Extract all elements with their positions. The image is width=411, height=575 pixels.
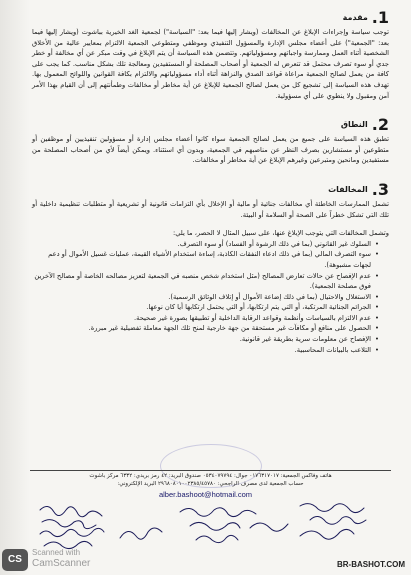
section-number: 2.: [371, 115, 389, 135]
list-item: • الحصول على منافع أو مكافآت غير مستحقة من جهة خارجية لمنح تلك الجهة معاملة تفضيلية غير مبررة.: [32, 323, 379, 334]
section-number: 3.: [371, 179, 389, 199]
signature: [196, 535, 238, 542]
signature: [120, 528, 162, 539]
section-2-heading: [32, 115, 389, 134]
signature: [40, 528, 104, 536]
list-item: • عدم الالتزام بالسياسات وأنظمة وقواعد الرقابة الداخلية أو تطبيقها بصورة غير صحيحة.: [32, 313, 379, 324]
signature: [300, 504, 364, 513]
signature: [180, 508, 256, 517]
section-3-heading: [32, 180, 389, 199]
list-item: • سوء التصرف المالي (بما في ذلك ادعاء النفقات الكاذبة، إساءة استخدام الأشياء القيمة، عمليات غسيل الأموال أو دعم لجهات مشبوهة).: [32, 249, 379, 270]
section-title: المخالفات: [328, 184, 368, 194]
section-1-heading: [32, 8, 389, 27]
list-item: • التلاعب بالبيانات المحاسبية.: [32, 345, 379, 356]
section-title: النطاق: [340, 120, 368, 130]
list-item: • الإفصاح عن معلومات سرية بطريقة غير قانونية.: [32, 334, 379, 345]
footer-contact: [30, 472, 391, 488]
site-watermark: BR-BASHOT.COM: [337, 560, 405, 569]
footer-line-contact: هاتف وفاكس الجمعية: ٠١٧٦٣١٧٠١٧ جوال: ٠٥٣٤٠٧٩٧٩٤ صندوق البريد: ٤٢ رمز بريدي: ٦٣٣٢ مركز باشوت: [89, 473, 332, 479]
list-item: • عدم الإفصاح عن حالات تعارض المصالح (مثل استخدام شخص منصبه في الجمعية لتعزيز مصالحه الخاصة أو مصالح الآخرين فوق مصلحة الجمعية).: [32, 271, 379, 292]
signature: [190, 522, 240, 530]
signature: [300, 529, 354, 539]
footer-divider: [30, 470, 391, 471]
footer-line-bank: حساب الجمعية لدى مصرف الراجحي: ٢٩٦٨٠٨٠١٠٠٢٣٨٥/٤٥٧٨٠ البريد الإلكتروني:: [117, 481, 304, 487]
scanner-line-1: Scanned with: [32, 548, 81, 557]
document-body: [32, 8, 389, 355]
list-item: • الاستغلال والاحتيال (بما في ذلك إضاعة الأموال أو إتلاف الوثائق الرسمية).: [32, 292, 379, 303]
section-number: 1.: [371, 8, 389, 27]
camscanner-label: [32, 547, 90, 569]
signature: [310, 516, 366, 524]
section-3-list-intro: وتشمل المخالفات التي يتوجب الإبلاغ عنها، على سبيل المثال لا الحصر، ما يلي:: [172, 229, 389, 238]
signature: [250, 523, 288, 531]
section-2-paragraph: تطبق هذه السياسة على جميع من يعمل لصالح الجمعية سواء كانوا أعضاء مجلس إدارة أو مسؤولين تنفيذيين أو موظفين أو متطوعين أو مستشارين بصرف النظر عن مناصبهم في الجمعية، وبدون أي استثناء. ويمكن أيضاً لأي من أصحاب المصلحة من مستفيدين ومانحين ومتبرعين وغيرهم الإبلاغ عن أية مخاطر أو مخالفات.: [32, 135, 389, 165]
scanner-line-2: CamScanner: [32, 558, 91, 569]
section-title: مقدمة: [342, 13, 368, 22]
violations-list: [32, 239, 389, 356]
scan-edge-shadow: [0, 0, 30, 575]
section-1-paragraph: توجب سياسة وإجراءات الإبلاغ عن المخالفات (ويشار إليها فيما بعد: "السياسة") لجمعية الغد الخيرية بباشوت (ويشار إليها فيما بعد: "الجمعية") على أعضاء مجلس الإدارة والمسؤول التنفيذي وموظفي ومتطوعي الجمعية الالتزام بمعايير عالية من الأخلاق الشخصية أثناء العمل وممارسة واجباتهم ومسؤولياتهم. وتتضمن هذه السياسة أن يتم الإبلاغ في وقت مبكر عن أي مخالفة أو خطر جدي أو سوء تصرف محتمل قد تتعرض له الجمعية أو أصحاب المصلحة أو المستفيدين ومعالجة تلك بشكل مناسب. كما يجب على كافة من يعمل لصالح الجمعية مراعاة قواعد الصدق والنزاهة أثناء أداء مسؤولياتهم والالتزام بكافة القوانين واللوائح المعمول بها. تهدف هذه السياسة إلى تشجيع كل من يعمل لصالح الجمعية للإبلاغ عن أية مخاطر أو مخالفات وطمأنتهم إلى أن القيام بهذا الأمر آمن ومقبول ولا ينطوي على أي مسؤولية.: [32, 28, 389, 100]
section-3-paragraph: تشمل الممارسات الخاطئة أي مخالفات جنائية أو مالية أو الإخلال بأي التزامات قانونية أو تشريعية أو متطلبات تنظيمية داخلية أو تلك التي تشكل خطراً على الصحة أو السلامة أو البيئة.: [32, 199, 389, 219]
footer-email: alber.bashoot@hotmail.com: [158, 490, 253, 499]
signature: [40, 506, 102, 516]
list-item: • السلوك غير القانوني (بما في ذلك الرشوة أو الفساد) أو سوء التصرف.: [32, 239, 379, 250]
camscanner-logo: CS: [2, 549, 28, 571]
list-item: • الجرائم الجنائية المرتكبة، أو التي يتم ارتكابها، أو التي يحتمل ارتكابها أيا كان نوعها.: [32, 302, 379, 313]
signature: [42, 520, 96, 529]
